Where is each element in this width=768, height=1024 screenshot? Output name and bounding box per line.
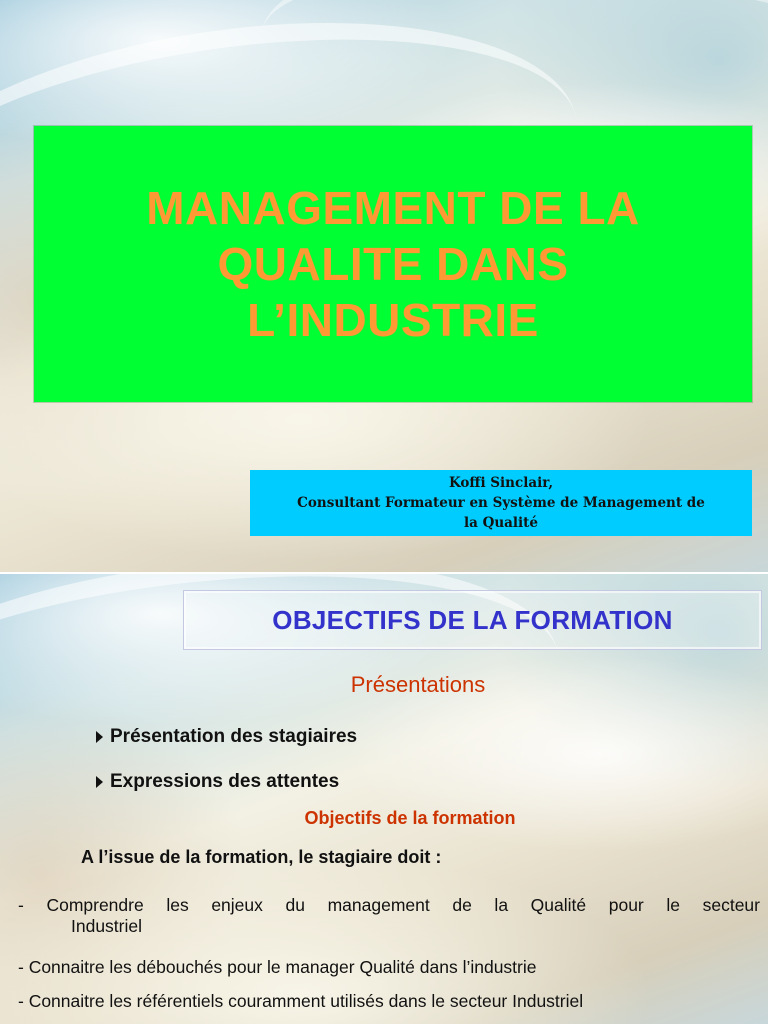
author-role-line1: Consultant Formateur en Système de Management de xyxy=(297,495,705,511)
slide-2 xyxy=(0,574,768,1024)
bullet-item xyxy=(96,726,357,748)
triangle-bullet-icon xyxy=(96,731,103,743)
objective-item-3: - Connaitre les référentiels couramment utilisés dans le secteur Industriel xyxy=(18,991,584,1011)
author-role-line2: la Qualité xyxy=(464,515,538,531)
triangle-bullet-icon xyxy=(96,776,103,788)
slide-title: MANAGEMENT DE LA QUALITE DANS L’INDUSTRIE xyxy=(146,182,640,346)
bullet-text: Présentation des stagiaires xyxy=(110,726,358,747)
objective-item-2: - Connaitre les débouchés pour le manager Qualité dans l’industrie xyxy=(18,957,537,977)
bullet-text: Expressions des attentes xyxy=(110,771,340,792)
objective-item-1-continuation: Industriel xyxy=(71,916,143,936)
intro-line: A l’issue de la formation, le stagiaire doit : xyxy=(81,847,442,867)
section-heading-objectifs: Objectifs de la formation xyxy=(304,808,516,828)
bullet-item xyxy=(96,771,339,793)
objective-item-1: - Comprendre les enjeux du management de la Qualité pour le secteur xyxy=(18,895,760,915)
author-box xyxy=(250,470,752,536)
author-name: Koffi Sinclair, xyxy=(448,475,554,491)
title-box xyxy=(34,126,752,402)
slide-title-box xyxy=(183,590,762,650)
section-heading-presentations: Présentations xyxy=(350,672,486,697)
slide-title: OBJECTIFS DE LA FORMATION xyxy=(272,604,673,635)
